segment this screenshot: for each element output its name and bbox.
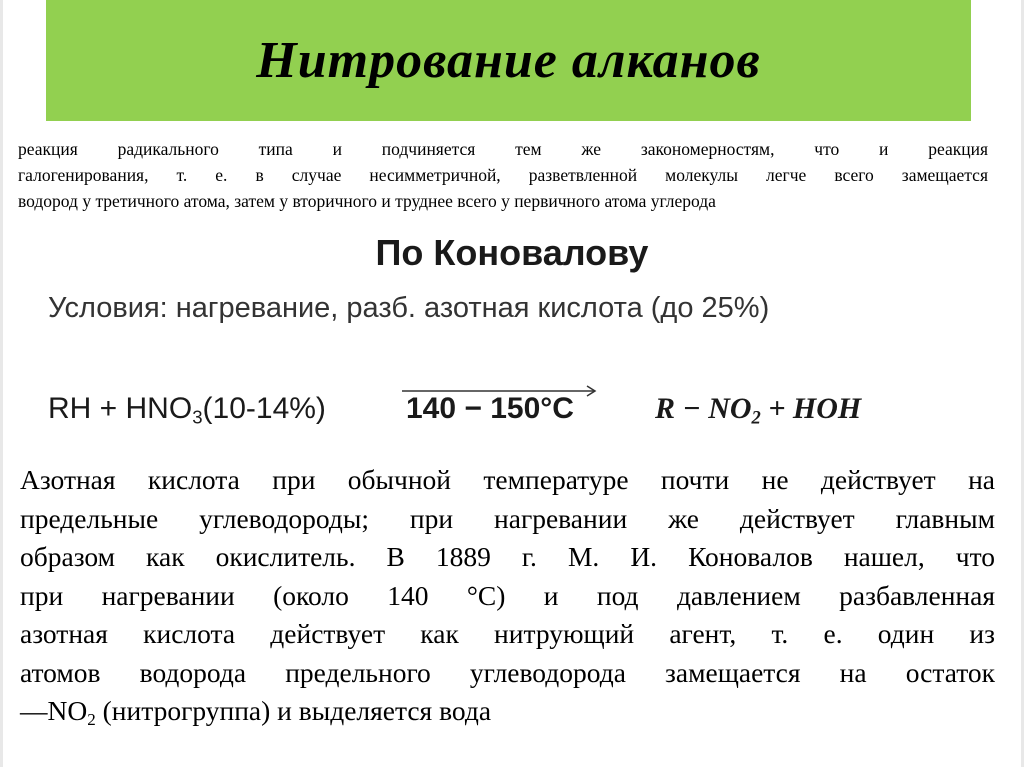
intro-line: реакция радикального типа и подчиняется тем же закономерностям, что и реакция bbox=[18, 139, 988, 159]
slide-left-edge bbox=[0, 0, 3, 767]
main-paragraph bbox=[20, 461, 995, 731]
paragraph-line: атомов водорода предельного углеводорода замещается на остаток bbox=[20, 656, 995, 688]
temperature-condition: 140 − 150°C bbox=[406, 392, 574, 425]
products bbox=[655, 392, 862, 429]
paragraph-ending: (нитрогруппа) и выделяется вода bbox=[95, 695, 492, 726]
subscript: 2 bbox=[751, 407, 761, 429]
reactants bbox=[48, 392, 326, 426]
slide-title: Нитрование алканов bbox=[256, 32, 761, 89]
paragraph-line-last bbox=[20, 692, 995, 731]
nitro-group: —NO bbox=[20, 695, 88, 726]
intro-line: водород у третичного атома, затем у вторичного и труднее всего у первичного атома углерода bbox=[18, 191, 716, 211]
reactants-formula: RH + HNO bbox=[48, 392, 193, 425]
acid-concentration: (10-14%) bbox=[202, 392, 326, 425]
method-subtitle: По Коновалову bbox=[375, 232, 649, 273]
subscript: 3 bbox=[192, 406, 203, 428]
paragraph-line: образом как окислитель. В 1889 г. М. И. Коновалов нашел, что bbox=[20, 541, 995, 572]
intro-paragraph bbox=[18, 136, 988, 214]
paragraph-line: предельные углеводороды; при нагревании же действует главным bbox=[20, 502, 995, 534]
water-product: + HOH bbox=[760, 392, 862, 425]
intro-line: галогенирования, т. е. в случае несимметричной, разветвленной молекулы легче всего замещается bbox=[18, 165, 988, 185]
reaction-conditions: Условия: нагревание, разб. азотная кислота (до 25%) bbox=[48, 292, 770, 324]
title-banner bbox=[46, 0, 971, 121]
paragraph-line: азотная кислота действует как нитрующий агент, т. е. один из bbox=[20, 618, 995, 649]
product-formula: R − NO bbox=[655, 392, 752, 425]
paragraph-line: при нагревании (около 140 °С) и под давлением разбавленная bbox=[20, 579, 995, 611]
paragraph-line: Азотная кислота при обычной температуре почти не действует на bbox=[20, 464, 995, 495]
subscript: 2 bbox=[87, 710, 96, 730]
